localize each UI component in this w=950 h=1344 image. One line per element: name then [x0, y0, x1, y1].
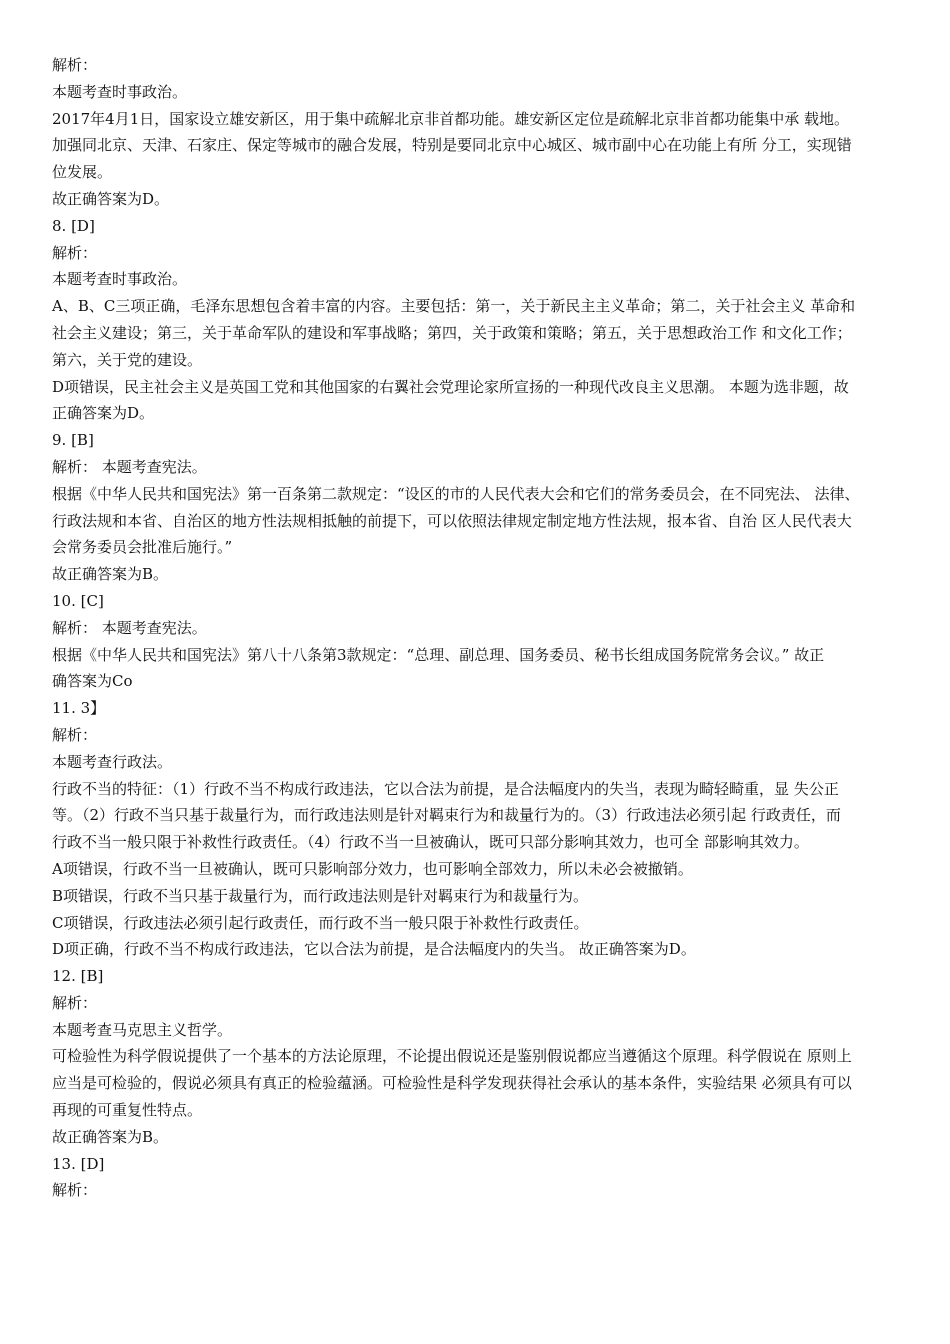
text-line: 本题考查时事政治。 [52, 82, 188, 101]
question-number: 10. [C] [52, 591, 104, 610]
text-line: D项错误，民主社会主义是英国工党和其他国家的右翼社会党理论家所宣扬的一种现代改良主义思潮。 本题为选非题，故 [52, 377, 849, 396]
text-line: 再现的可重复性特点。 [52, 1101, 203, 1120]
text-line: 解析： [52, 56, 98, 74]
text-line: 会常务委员会批准后施行。” [52, 538, 233, 557]
text-line: 本题考查时事政治。 [52, 270, 188, 289]
question-number: 12. [B] [52, 967, 104, 986]
text-line: 本题考查马克思主义哲学。 [52, 1020, 233, 1039]
text-line: B项错误，行政不当只基于裁量行为，而行政违法则是针对羁束行为和裁量行为。 [52, 886, 589, 905]
text-line: 行政不当一般只限于补救性行政责任。（4）行政不当一旦被确认，既可只部分影响其效力，也可全 部影响其效力。 [52, 833, 809, 852]
text-line: 第六，关于党的建设。 [52, 350, 203, 369]
text-line: 确答案为Co [52, 672, 133, 691]
document-page [52, 52, 912, 1204]
question-number: 9. [B] [52, 431, 94, 450]
text-line: 可检验性为科学假说提供了一个基本的方法论原理，不论提出假说还是鉴别假说都应当遵循这个原理。科学假说在 原则上 [52, 1047, 852, 1066]
text-line: 故正确答案为D。 [52, 189, 170, 208]
text-line: 解析： 本题考查宪法。 [52, 618, 207, 637]
text-line: 等。（2）行政不当只基于裁量行为，而行政违法则是针对羁束行为和裁量行为的。（3）行政违法必须引起 行政责任，而 [52, 806, 841, 825]
text-line: A、B、C三项正确，毛泽东思想包含着丰富的内容。主要包括：第一，关于新民主主义革命；第二，关于社会主义 革命和 [52, 297, 856, 316]
text-line: 位发展。 [52, 163, 113, 182]
text-line: 行政法规和本省、自治区的地方性法规相抵触的前提下，可以依照法律规定制定地方性法规，报本省、自治 区人民代表大 [52, 511, 852, 530]
text-line: C项错误，行政违法必须引起行政责任，而行政不当一般只限于补救性行政责任。 [52, 913, 589, 932]
question-number: 11. 3】 [52, 699, 106, 718]
text-line: 根据《中华人民共和国宪法》第一百条第二款规定：“设区的市的人民代表大会和它们的常务委员会，在不同宪法、 法律、 [52, 484, 860, 503]
text-line: 故正确答案为B。 [52, 1127, 169, 1146]
text-line: 故正确答案为B。 [52, 565, 169, 584]
text-line: 加强同北京、天津、石家庄、保定等城市的融合发展，特别是要同北京中心城区、城市副中心在功能上有所 分工，实现错 [52, 136, 852, 155]
text-line: 解析： [52, 725, 98, 744]
text-line: 解析： 本题考查宪法。 [52, 457, 207, 476]
text-line: 根据《中华人民共和国宪法》第八十八条第3款规定：“总理、副总理、国务委员、秘书长组成国务院常务会议。” 故正 [52, 645, 825, 664]
text-line: 社会主义建设；第三，关于革命军队的建设和军事战略；第四，关于政策和策略；第五，关于思想政治工作 和文化工作； [52, 323, 852, 342]
text-line: 2017年4月1日，国家设立雄安新区，用于集中疏解北京非首都功能。雄安新区定位是疏解北京非首都功能集中承 载地。 [52, 109, 850, 128]
question-number: 13. [D] [52, 1154, 105, 1173]
text-line: 解析： [52, 993, 98, 1012]
text-line: 解析： [52, 1181, 98, 1200]
text-line: 行政不当的特征：（1）行政不当不构成行政违法，它以合法为前提，是合法幅度内的失当，表现为畸轻畸重，显 失公正 [52, 779, 839, 798]
text-line: 应当是可检验的，假说必须具有真正的检验蕴涵。可检验性是科学发现获得社会承认的基本条件，实验结果 必须具有可以 [52, 1074, 852, 1093]
text-line: D项正确，行政不当不构成行政违法，它以合法为前提，是合法幅度内的失当。 故正确答案为D。 [52, 940, 696, 959]
text-line: A项错误，行政不当一旦被确认，既可只影响部分效力，也可影响全部效力，所以未必会被撤销。 [52, 859, 693, 878]
text-line: 正确答案为D。 [52, 404, 155, 423]
text-line: 本题考查行政法。 [52, 752, 173, 771]
text-line: 解析： [52, 243, 98, 262]
question-number: 8. [D] [52, 216, 95, 235]
